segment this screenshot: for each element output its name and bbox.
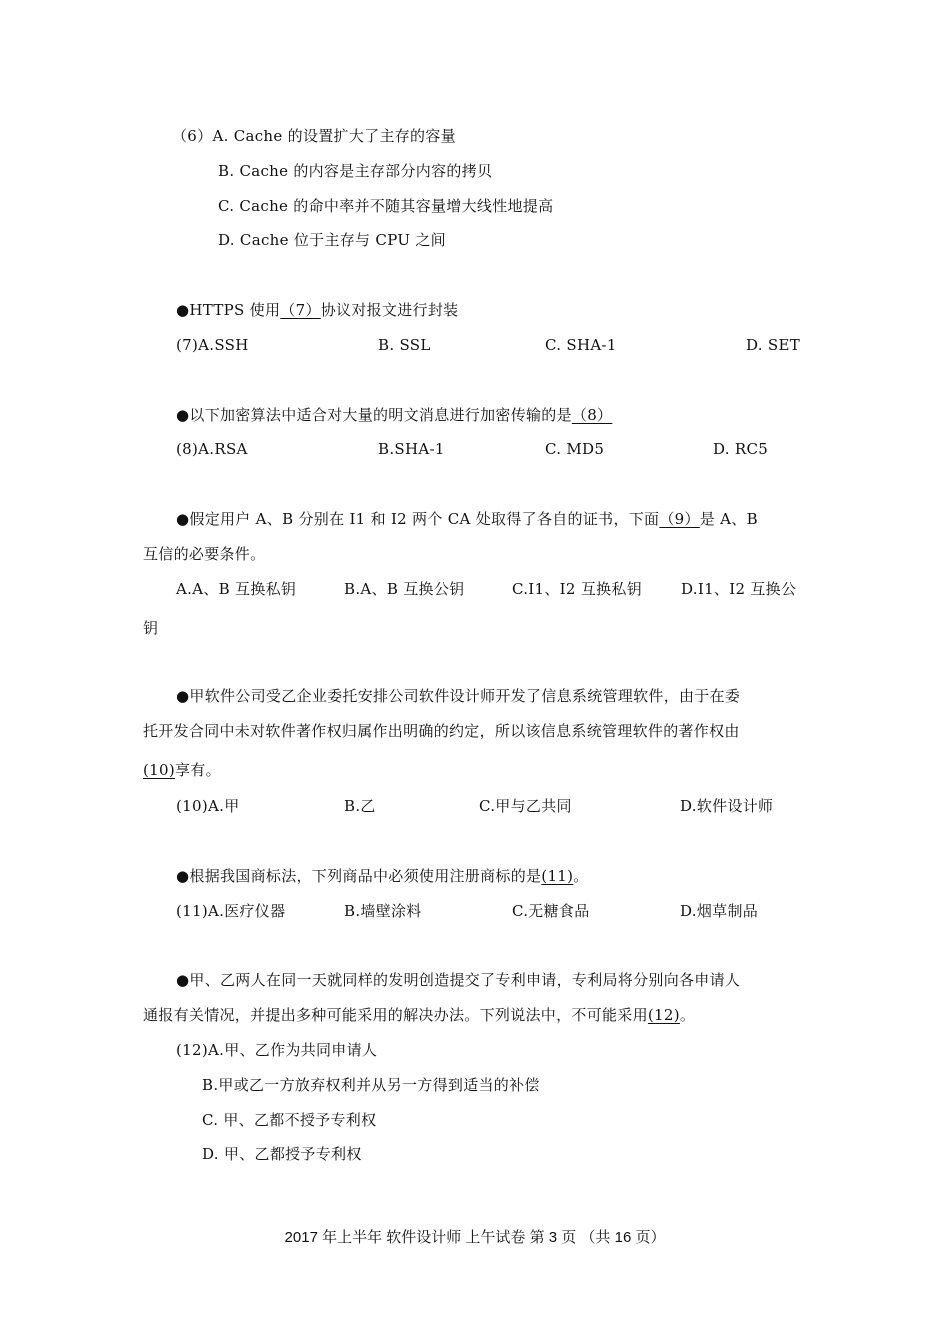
q8-option-d: D. RC5 [713,440,769,458]
q6-option-c: C. Cache 的命中率并不随其容量增大线性地提高 [218,197,554,215]
q9-option-c: C.I1、I2 互换私钥 [512,580,643,598]
q7-option-d: D. SET [746,336,801,354]
q9-option-d: D.I1、I2 互换公 [681,580,797,598]
q12-stem-line2: 通报有关情况，并提出多种可能采用的解决办法。下列说法中，不可能采用(12)。 [143,1006,696,1024]
answer-blank: (11) [541,867,574,885]
answer-blank: (10) [143,761,175,779]
q7-option-c: C. SHA-1 [545,336,617,354]
answer-blank: (12) [647,1006,680,1024]
bullet-icon: ● [176,510,190,528]
q7-stem: ●HTTPS 使用（7）协议对报文进行封装 [176,301,459,319]
q7-option-a: (7)A.SSH [176,336,249,354]
answer-blank: （8） [571,406,613,424]
page-footer: 2017 年上半年 软件设计师 上午试卷 第 3 页 （共 16 页） [284,1229,666,1246]
q8-stem: ●以下加密算法中适合对大量的明文消息进行加密传输的是（8） [176,406,613,424]
q6-option-a: （6）A. Cache 的设置扩大了主存的容量 [172,127,456,145]
q11-option-c: C.无糖食品 [512,902,590,920]
answer-blank: （9） [659,510,700,528]
bullet-icon: ● [176,687,190,705]
q7-option-b: B. SSL [378,336,431,354]
bullet-icon: ● [176,971,190,989]
q8-option-a: (8)A.RSA [176,440,248,458]
q10-option-a: (10)A.甲 [176,797,240,815]
q11-stem: ●根据我国商标法，下列商品中必须使用注册商标的是(11)。 [176,867,589,885]
answer-blank: （7） [280,301,321,319]
q12-option-c: C. 甲、乙都不授予专利权 [202,1111,377,1129]
q8-option-c: C. MD5 [545,440,605,458]
q6-option-b: B. Cache 的内容是主存部分内容的拷贝 [218,162,493,180]
q10-option-d: D.软件设计师 [680,797,774,815]
q9-option-d-wrap: 钥 [143,619,159,637]
q12-option-b: B.甲或乙一方放弃权利并从另一方得到适当的补偿 [202,1076,540,1094]
q11-option-d: D.烟草制品 [680,902,759,920]
q9-stem-line2: 互信的必要条件。 [143,545,266,563]
bullet-icon: ● [176,406,190,424]
q9-option-a: A.A、B 互换私钥 [176,580,297,598]
q8-option-b: B.SHA-1 [378,440,445,458]
q12-option-a: (12)A.甲、乙作为共同申请人 [176,1041,378,1059]
bullet-icon: ● [176,867,190,885]
q10-option-b: B.乙 [344,797,376,815]
q12-option-d: D. 甲、乙都授予专利权 [202,1145,362,1163]
q11-option-a: (11)A.医疗仪器 [176,902,286,920]
q10-stem-line1: ●甲软件公司受乙企业委托安排公司软件设计师开发了信息系统管理软件，由于在委 [176,687,741,705]
q9-option-b: B.A、B 互换公钥 [344,580,465,598]
q11-option-b: B.墙壁涂料 [344,902,422,920]
q9-stem-line1: ●假定用户 A、B 分别在 I1 和 I2 两个 CA 处取得了各自的证书，下面（9）是 A、B [176,510,758,528]
q10-stem-line3: (10)享有。 [143,761,221,779]
q10-option-c: C.甲与乙共同 [479,797,572,815]
q10-stem-line2: 托开发合同中未对软件著作权归属作出明确的约定，所以该信息系统管理软件的著作权由 [143,722,740,740]
bullet-icon: ● [176,301,190,319]
q6-option-d: D. Cache 位于主存与 CPU 之间 [218,231,446,249]
q12-stem-line1: ●甲、乙两人在同一天就同样的发明创造提交了专利申请，专利局将分别向各申请人 [176,971,741,989]
